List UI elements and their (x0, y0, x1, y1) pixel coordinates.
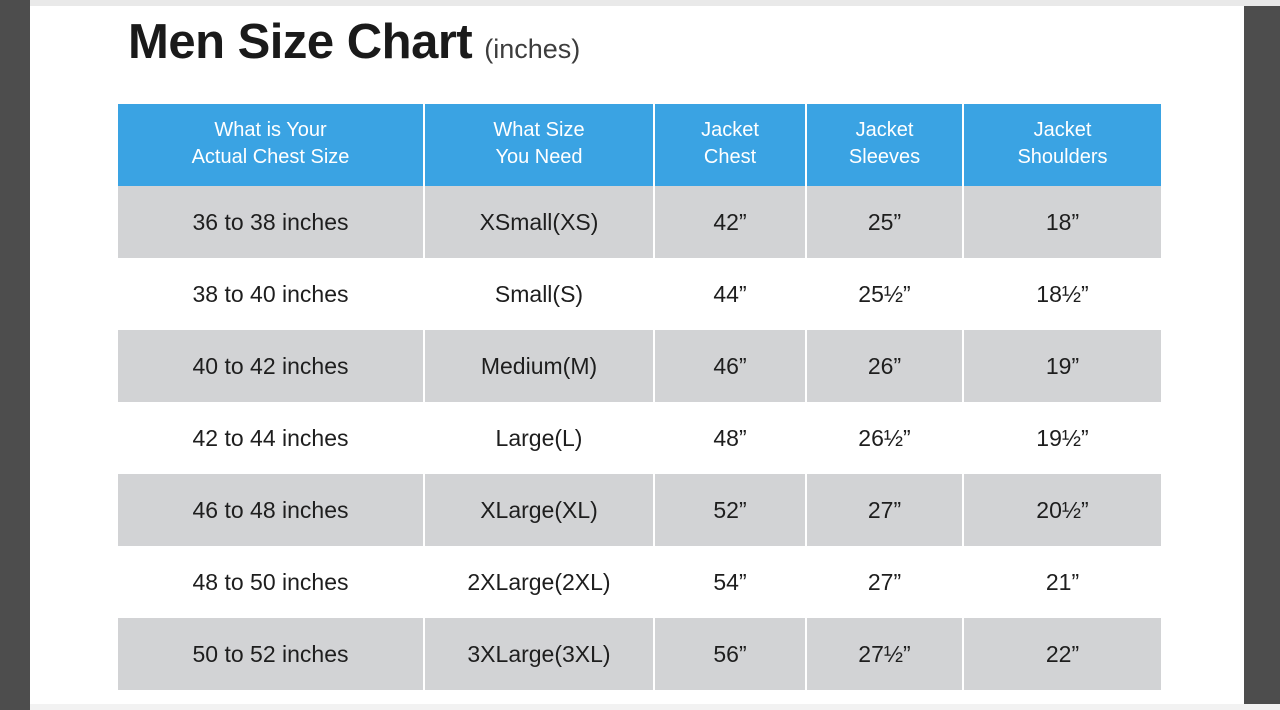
column-header-jacket-sleeves (807, 104, 964, 186)
cell-jacket-shoulders: 19½” (964, 402, 1161, 474)
cell-chest-size: 48 to 50 inches (118, 546, 425, 618)
column-header-line-2: Actual Chest Size (191, 146, 350, 168)
table-header-row (118, 104, 1161, 186)
table-row (118, 402, 1161, 474)
page-title (128, 15, 581, 69)
left-letterbox-bar (0, 0, 30, 710)
slide-surface (30, 0, 1244, 710)
title-unit-text: (inches) (484, 34, 581, 64)
cell-jacket-chest: 54” (655, 546, 807, 618)
cell-size-needed: Small(S) (425, 258, 655, 330)
column-header-line-2: Chest (703, 146, 757, 168)
cell-chest-size: 50 to 52 inches (118, 618, 425, 690)
table-header (118, 104, 1161, 186)
cell-jacket-shoulders: 22” (964, 618, 1161, 690)
cell-jacket-sleeves: 26½” (807, 402, 964, 474)
cell-jacket-chest: 46” (655, 330, 807, 402)
cell-jacket-sleeves: 27½” (807, 618, 964, 690)
column-header-line-2: You Need (495, 146, 583, 168)
size-chart-table (118, 104, 1161, 690)
cell-jacket-shoulders: 19” (964, 330, 1161, 402)
table-row (118, 258, 1161, 330)
cell-chest-size: 38 to 40 inches (118, 258, 425, 330)
table-row (118, 330, 1161, 402)
cell-size-needed: Medium(M) (425, 330, 655, 402)
table-body (118, 186, 1161, 690)
cell-jacket-chest: 42” (655, 186, 807, 258)
cell-jacket-shoulders: 18½” (964, 258, 1161, 330)
title-main-text: Men Size Chart (128, 15, 473, 69)
table-row (118, 546, 1161, 618)
cell-jacket-shoulders: 18” (964, 186, 1161, 258)
cell-chest-size: 46 to 48 inches (118, 474, 425, 546)
column-header-jacket-shoulders (964, 104, 1161, 186)
column-header-line-2: Shoulders (1017, 146, 1108, 168)
column-header-jacket-chest (655, 104, 807, 186)
bottom-edge-strip (30, 704, 1280, 710)
cell-chest-size: 42 to 44 inches (118, 402, 425, 474)
cell-size-needed: 2XLarge(2XL) (425, 546, 655, 618)
column-header-line-1: What is Your (214, 119, 327, 141)
table-row (118, 474, 1161, 546)
right-letterbox-bar (1244, 0, 1280, 710)
cell-jacket-sleeves: 26” (807, 330, 964, 402)
cell-jacket-sleeves: 27” (807, 474, 964, 546)
cell-size-needed: Large(L) (425, 402, 655, 474)
cell-size-needed: XLarge(XL) (425, 474, 655, 546)
cell-jacket-chest: 56” (655, 618, 807, 690)
cell-chest-size: 36 to 38 inches (118, 186, 425, 258)
column-header-size-needed (425, 104, 655, 186)
cell-jacket-sleeves: 27” (807, 546, 964, 618)
cell-jacket-sleeves: 25½” (807, 258, 964, 330)
cell-jacket-sleeves: 25” (807, 186, 964, 258)
table-row (118, 618, 1161, 690)
cell-size-needed: XSmall(XS) (425, 186, 655, 258)
column-header-line-1: Jacket (855, 119, 914, 141)
cell-jacket-chest: 48” (655, 402, 807, 474)
cell-jacket-chest: 44” (655, 258, 807, 330)
cell-jacket-shoulders: 21” (964, 546, 1161, 618)
column-header-line-1: What Size (493, 119, 585, 141)
cell-size-needed: 3XLarge(3XL) (425, 618, 655, 690)
cell-jacket-shoulders: 20½” (964, 474, 1161, 546)
column-header-line-1: Jacket (1033, 119, 1092, 141)
column-header-line-2: Sleeves (848, 146, 921, 168)
column-header-line-1: Jacket (701, 119, 759, 141)
top-edge-strip (30, 0, 1280, 6)
cell-jacket-chest: 52” (655, 474, 807, 546)
table-row (118, 186, 1161, 258)
cell-chest-size: 40 to 42 inches (118, 330, 425, 402)
column-header-chest-size (118, 104, 425, 186)
